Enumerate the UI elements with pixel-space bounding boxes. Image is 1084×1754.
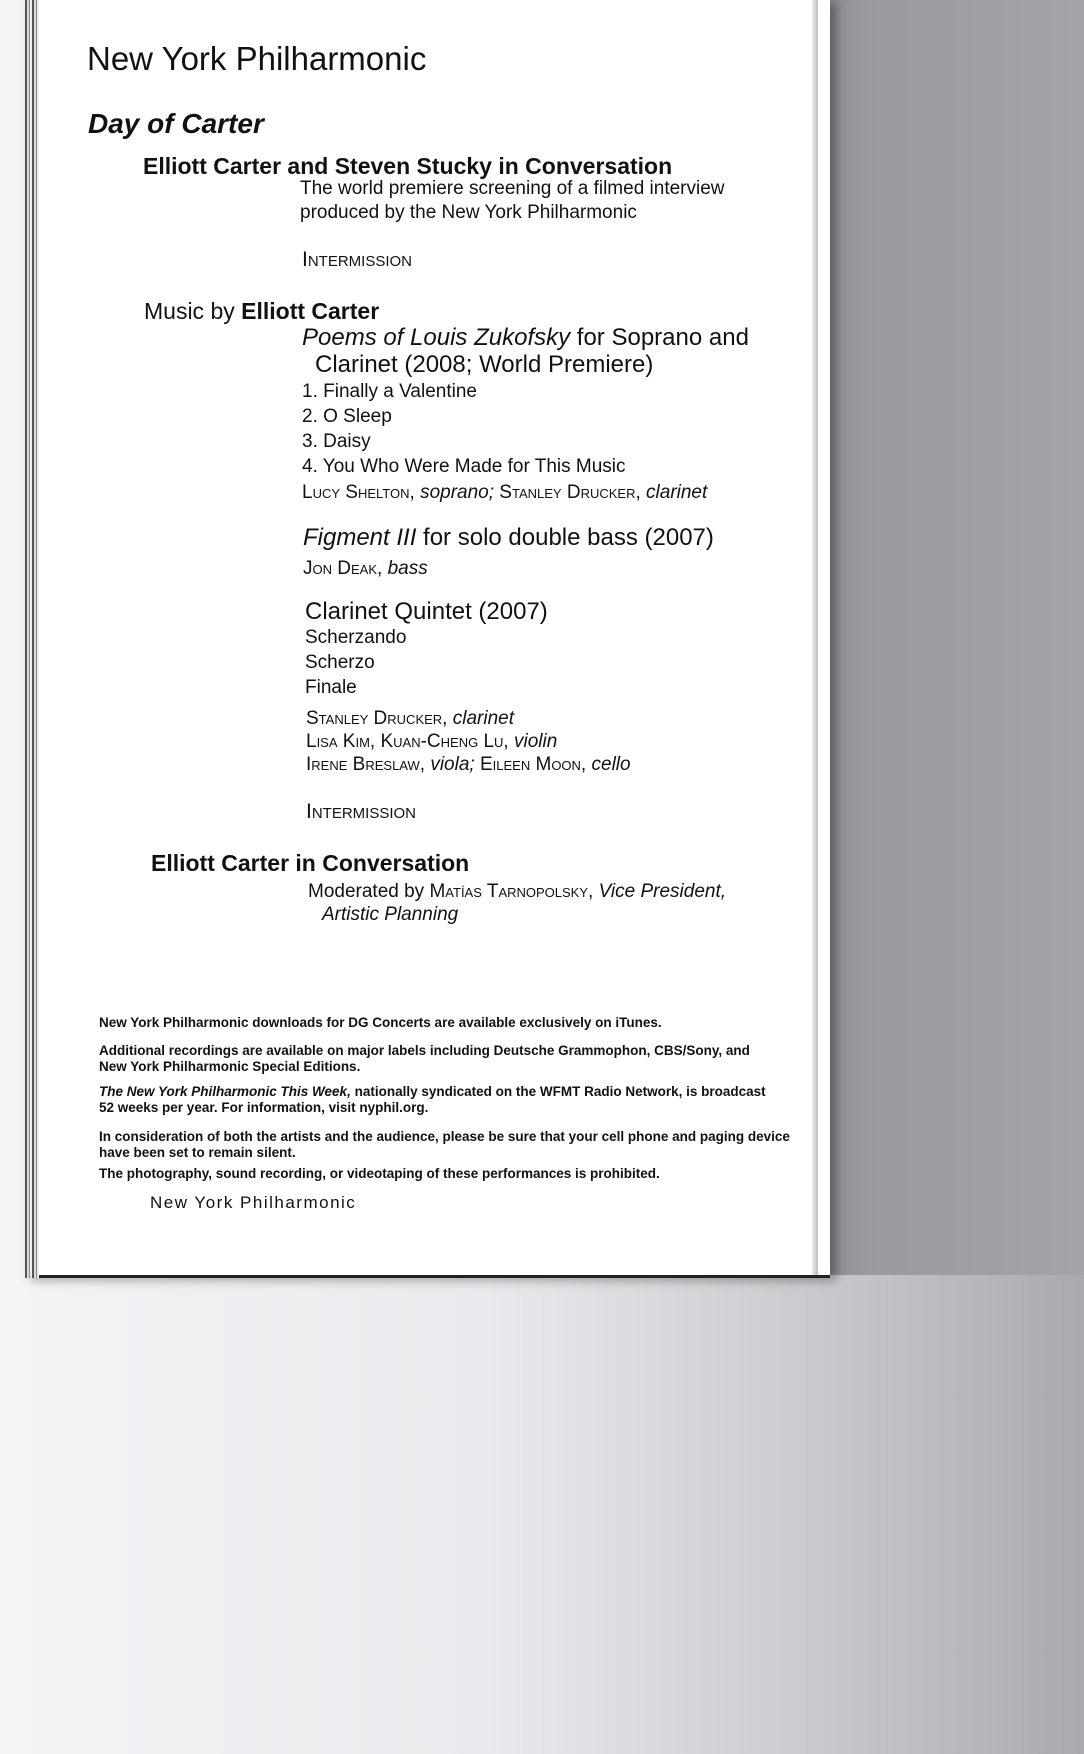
page-spine — [25, 0, 39, 1278]
page-edge — [812, 0, 818, 1275]
piece-title: Poems of Louis Zukofsky for Soprano and — [302, 324, 749, 351]
note-recordings: Additional recordings are available on major labels including Deutsche Grammophon, CBS/Sony, and — [99, 1043, 750, 1058]
moderator-title-line2: Artistic Planning — [322, 904, 459, 925]
movement: Finale — [305, 677, 357, 698]
page-header: New York Philharmonic — [87, 40, 427, 77]
movement: Scherzando — [305, 627, 407, 648]
movement: 4. You Who Were Made for This Music — [302, 456, 626, 477]
performers-line: Stanley Drucker, clarinet — [306, 708, 514, 729]
intermission-label: Intermission — [306, 800, 417, 823]
description-line: produced by the New York Philharmonic — [300, 202, 637, 223]
note-silence: In consideration of both the artists and the audience, please be sure that your cell phone and paging device — [99, 1129, 790, 1144]
note-itunes: New York Philharmonic downloads for DG Concerts are available exclusively on iTunes. — [99, 1015, 662, 1030]
performers-line: Irene Breslaw, viola; Eileen Moon, cello — [306, 754, 631, 775]
performers-line: Lucy Shelton, soprano; Stanley Drucker, clarinet — [302, 482, 708, 503]
performers-line: Lisa Kim, Kuan-Cheng Lu, violin — [306, 731, 558, 752]
movement: 2. O Sleep — [302, 406, 392, 427]
note-broadcast-line2: 52 weeks per year. For information, visit nyphil.org. — [99, 1100, 429, 1115]
footer-brand: New York Philharmonic — [150, 1193, 357, 1212]
movement: Scherzo — [305, 652, 375, 673]
movement: 3. Daisy — [302, 431, 371, 452]
movement: 1. Finally a Valentine — [302, 381, 477, 402]
performers-line: Jon Deak, bass — [303, 558, 428, 579]
event-title: Day of Carter — [88, 108, 264, 139]
background-shadow — [815, 0, 1084, 1275]
section-heading-music: Music by Elliott Carter — [144, 298, 380, 324]
note-recordings-line2: New York Philharmonic Special Editions. — [99, 1059, 361, 1074]
piece-title: Clarinet Quintet (2007) — [305, 598, 548, 625]
note-silence-line2: have been set to remain silent. — [99, 1145, 296, 1160]
section-heading-conversation: Elliott Carter in Conversation — [151, 850, 470, 876]
intermission-label: Intermission — [302, 248, 413, 271]
description-line: The world premiere screening of a filmed interview — [300, 178, 725, 199]
moderator-line: Moderated by Matías Tarnopolsky, Vice President, — [308, 881, 727, 902]
section-heading-conversation-stucky: Elliott Carter and Steven Stucky in Conversation — [143, 153, 673, 179]
piece-title: Figment III for solo double bass (2007) — [303, 524, 714, 551]
note-broadcast: The New York Philharmonic This Week, nationally syndicated on the WFMT Radio Network, is broadcast — [99, 1084, 766, 1099]
note-prohibited: The photography, sound recording, or videotaping of these performances is prohibited. — [99, 1166, 660, 1181]
piece-title-line2: Clarinet (2008; World Premiere) — [315, 351, 654, 378]
